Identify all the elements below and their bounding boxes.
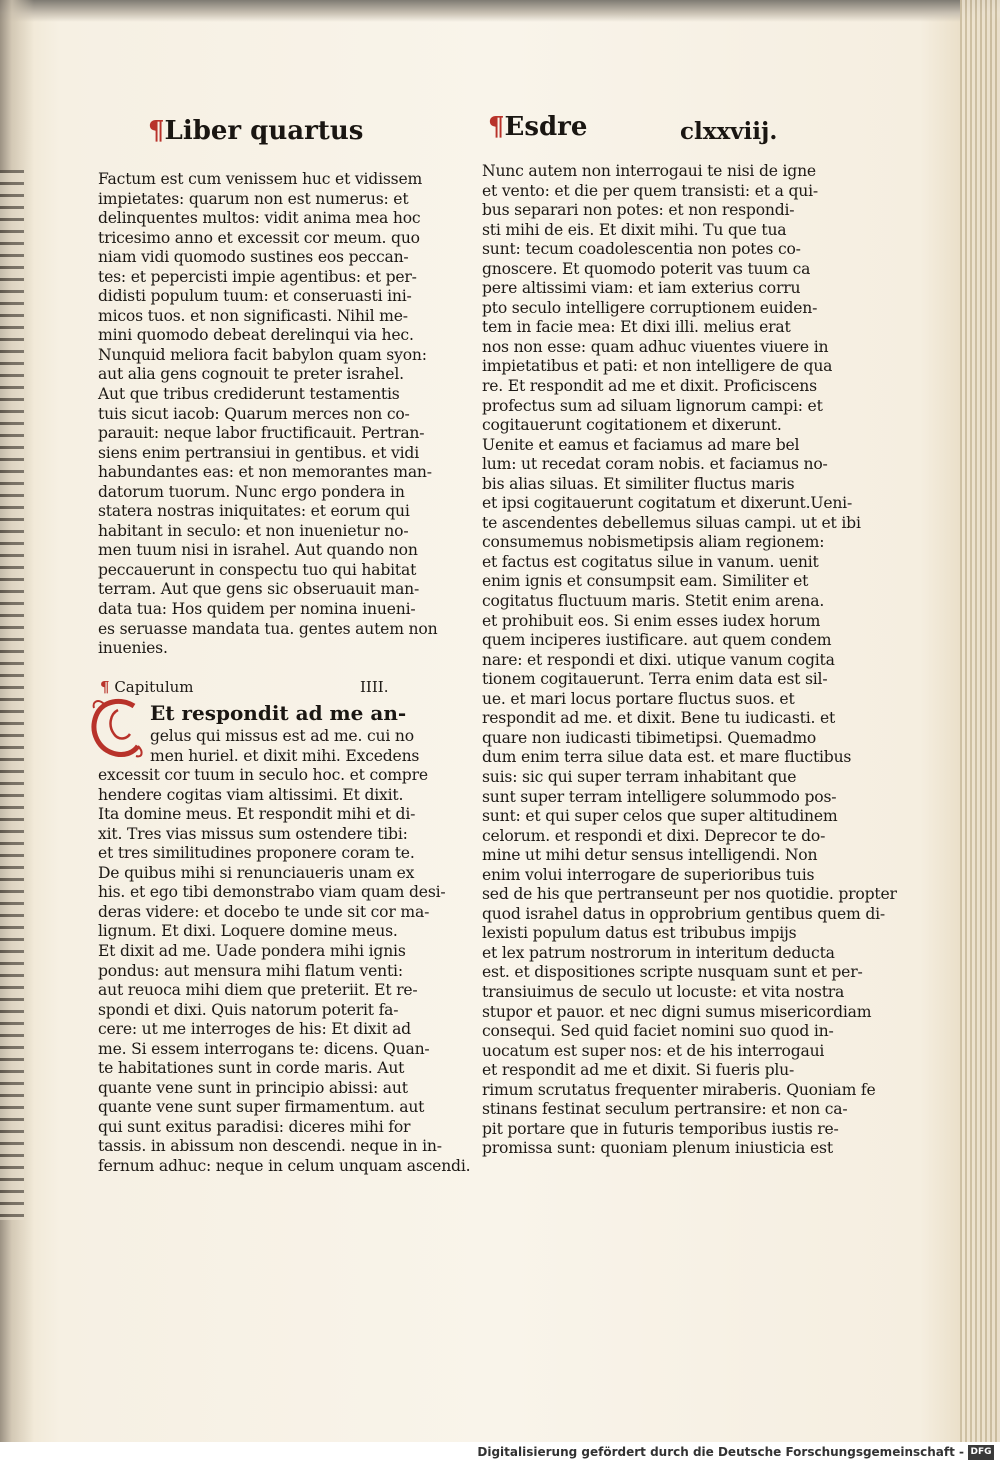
book-top-edge <box>0 0 1000 22</box>
running-head-center-text: Esdre <box>504 112 588 142</box>
facing-page-sliver <box>0 170 24 1220</box>
text-line: et ipsi cogitauerunt cogitatum et dixerunt.Ueni- <box>482 494 853 513</box>
text-line: et factus est cogitatus silue in vanum. uenit <box>482 552 819 571</box>
text-line: parauit: neque labor fructificauit. Pertran- <box>98 424 425 443</box>
page-fore-edge <box>960 0 1000 1442</box>
text-line: Nunquid meliora facit babylon quam syon: <box>98 345 427 364</box>
text-line: tassis. in abissum non descendi. neque in in- <box>98 1137 442 1156</box>
text-line: te ascendentes debellemus siluas campi. ut et ibi <box>482 513 861 532</box>
text-line: promissa sunt: quoniam plenum iniusticia est <box>482 1139 833 1158</box>
text-line: datorum tuorum. Nunc ergo pondera in <box>98 482 405 501</box>
text-line: men tuum nisi in israhel. Aut quando non <box>98 541 418 560</box>
text-line: nare: et respondi et dixi. utique vanum cogita <box>482 650 835 669</box>
text-line: enim ignis et consumpsit eam. Similiter et <box>482 572 809 591</box>
folio-number-text: clxxviij. <box>680 118 778 145</box>
text-line: transiuimus de seculo ut locuste: et vita nostra <box>482 982 845 1001</box>
text-line: nos non esse: quam adhuc viuentes viuere in <box>482 337 829 356</box>
text-line: profectus sum ad siluam lignorum campi: et <box>482 396 823 415</box>
text-line: quem inciperes iustificare. aut quem condem <box>482 631 832 650</box>
text-line: lum: ut recedat coram nobis. et faciamus no- <box>482 455 828 474</box>
text-line: Factum est cum venissem huc et vidissem <box>98 170 423 188</box>
running-head-left <box>148 116 363 146</box>
text-line: spondi et dixi. Quis natorum poterit fa- <box>98 1000 399 1019</box>
text-line: sunt: tecum coadolescentia non potes co- <box>482 240 801 259</box>
text-line: aut reuoca mihi diem que preteriit. Et re- <box>98 981 418 1000</box>
text-line: quare non iudicasti tibimetipsi. Quemadmo <box>482 728 817 747</box>
text-line: hendere cogitas viam altissimi. Et dixit. <box>98 785 404 804</box>
text-line: suis: sic qui super terram inhabitant que <box>482 767 797 786</box>
text-line: mini quomodo debeat derelinqui via hec. <box>98 326 414 345</box>
text-line: es seruasse mandata tua. gentes autem non <box>98 619 438 638</box>
text-line: et tres similitudines proponere coram te. <box>98 844 415 863</box>
text-line: pondus: aut mensura mihi flatum venti: <box>98 961 403 980</box>
text-line: cogitatus fluctuum maris. Stetit enim arena. <box>482 592 825 611</box>
text-line: excessit cor tuum in seculo hoc. et compre <box>98 766 428 785</box>
text-line: sed de his que pertranseunt per nos quotidie. propter <box>482 885 897 904</box>
running-head-left-text: Liber quartus <box>164 116 364 146</box>
text-line: tes: et pepercisti impie agentibus: et per- <box>98 267 417 286</box>
text-line: rimum scrutatus frequenter miraberis. Quoniam fe <box>482 1080 876 1099</box>
text-line: te habitationes sunt in corde maris. Aut <box>98 1059 405 1078</box>
text-line: stinans festinat seculum pertransire: et non ca- <box>482 1100 848 1119</box>
text-line: Et dixit ad me. Uade pondera mihi ignis <box>98 942 406 961</box>
text-line: pere altissimi viam: et iam exterius corru <box>482 279 801 298</box>
text-line: cogitauerunt cogitationem et dixerunt. <box>482 416 782 435</box>
text-line: his. et ego tibi demonstrabo viam quam desi- <box>98 883 446 902</box>
dfg-logo: DFG <box>968 1445 994 1460</box>
text-line: habundantes eas: et non memorantes man- <box>98 463 432 482</box>
text-line: et lex patrum nostrorum in interitum deducta <box>482 943 835 962</box>
text-line: Uenite et eamus et faciamus ad mare bel <box>482 435 800 454</box>
text-line: consumemus nobismetipsis aliam regionem: <box>482 533 825 552</box>
text-line: et prohibuit eos. Si enim esses iudex horum <box>482 611 821 630</box>
text-line: aut alia gens cognouit te preter israhel. <box>98 365 404 384</box>
text-line: quod israhel datus in opprobrium gentibus quem di- <box>482 904 885 923</box>
text-line: peccauerunt in conspectu tuo qui habitat <box>98 560 417 579</box>
text-line: lexisti populum datus est tribubus impijs <box>482 924 797 943</box>
text-line: cere: ut me interroges de his: Et dixit ad <box>98 1020 411 1039</box>
paragraph-mark-icon: ¶ <box>100 678 110 696</box>
text-line: Ita domine meus. Et respondit mihi et di- <box>98 805 416 824</box>
text-line: bus separari non potes: et non respondi- <box>482 201 795 220</box>
text-line: sunt: et qui super celos que super altitudinem <box>482 807 838 826</box>
text-line: qui sunt exitus paradisi: diceres mihi for <box>98 1117 411 1136</box>
text-line: dum enim terra silue data est. et mare fluctibus <box>482 748 852 767</box>
chapter-number <box>360 678 388 696</box>
text-line: quante vene sunt in principio abissi: aut <box>98 1078 408 1097</box>
text-line: De quibus mihi si renunciaueris unam ex <box>98 863 415 882</box>
paragraph-mark-icon: ¶ <box>488 112 505 142</box>
paragraph-mark-icon: ¶ <box>148 116 165 146</box>
text-line: micos tuos. et non significasti. Nihil me- <box>98 306 408 325</box>
chapter-number-text: IIII. <box>360 678 389 696</box>
text-line: et vento: et die per quem transisti: et a qui- <box>482 181 818 200</box>
text-line: fernum adhuc: neque in celum unquam ascendi. <box>98 1157 471 1176</box>
text-line: gelus qui missus est ad me. cui no <box>150 727 414 745</box>
text-line: tionem cogitauerunt. Terra enim data est sil- <box>482 670 828 689</box>
text-line: statera nostras iniquitates: et eorum qui <box>98 502 410 521</box>
digitization-credit: Digitalisierung gefördert durch die Deutsche Forschungsgemeinschaft - <box>477 1445 964 1459</box>
folio-number <box>680 118 777 145</box>
text-line: celorum. et respondi et dixi. Deprecor te do- <box>482 826 826 845</box>
text-line: men huriel. et dixit mihi. Excedens <box>150 746 420 765</box>
text-line: terram. Aut que gens sic obseruauit man- <box>98 580 420 599</box>
chapter-heading <box>100 678 194 696</box>
text-line: deras videre: et docebo te unde sit cor ma- <box>98 902 430 921</box>
text-line: tuis sicut iacob: Quarum merces non co- <box>98 404 410 423</box>
text-line: enim volui interrogare de superioribus tuis <box>482 865 815 884</box>
text-line: impietatibus et pati: et non intelligere de qua <box>482 357 833 376</box>
text-line: stupor et pauor. et nec digni sumus misericordiam <box>482 1002 872 1021</box>
text-line: lignum. Et dixi. Loquere domine meus. <box>98 922 398 941</box>
left-column-top <box>98 170 438 659</box>
text-line: mine ut mihi detur sensus intelligendi. Non <box>482 846 818 865</box>
text-line: didisti populum tuum: et conseruasti ini- <box>98 287 412 306</box>
decorated-initial-icon <box>88 696 146 758</box>
text-line: re. Et respondit ad me et dixit. Proficiscens <box>482 377 817 396</box>
text-line: Nunc autem non interrogaui te nisi de igne <box>482 162 816 180</box>
chapter-first-line: Et respondit ad me an- <box>150 701 407 725</box>
text-line: respondit ad me. et dixit. Bene tu iudicasti. et <box>482 709 836 728</box>
text-line: gnoscere. Et quomodo poterit vas tuum ca <box>482 259 811 278</box>
text-line: siens enim pertransiui in gentibus. et vidi <box>98 443 419 462</box>
left-column-bottom <box>98 727 471 1177</box>
text-line: tem in facie mea: Et dixi illi. melius erat <box>482 318 791 337</box>
running-head-center <box>488 112 587 142</box>
text-line: ue. et mari locus portare fluctus suos. et <box>482 689 795 708</box>
text-line: pit portare que in futuris temporibus iustis re- <box>482 1119 839 1138</box>
text-line: quante vene sunt super firmamentum. aut <box>98 1098 425 1117</box>
text-line: me. Si essem interrogans te: dicens. Quan- <box>98 1039 430 1058</box>
text-line: uocatum est super nos: et de his interrogaui <box>482 1041 825 1060</box>
text-line: impietates: quarum non est numerus: et <box>98 189 409 208</box>
text-line: delinquentes multos: vidit anima mea hoc <box>98 209 421 228</box>
text-line: xit. Tres vias missus sum ostendere tibi: <box>98 824 408 843</box>
chapter-label: Capitulum <box>114 678 194 696</box>
text-line: et respondit ad me et dixit. Si fueris plu- <box>482 1061 795 1080</box>
text-line: sti mihi de eis. Et dixit mihi. Tu que tua <box>482 220 787 239</box>
text-line: sunt super terram intelligere solummodo pos- <box>482 787 837 806</box>
footer-bar <box>0 1442 1000 1465</box>
text-line: inuenies. <box>98 639 168 658</box>
text-line: tricesimo anno et excessit cor meum. quo <box>98 228 420 247</box>
text-line: consequi. Sed quid faciet nomini suo quod in- <box>482 1022 834 1041</box>
text-line: bis alias siluas. Et similiter fluctus maris <box>482 474 795 493</box>
text-line: habitant in seculo: et non inuenietur no- <box>98 521 409 540</box>
text-line: data tua: Hos quidem per nomina inueni- <box>98 600 416 619</box>
text-line: pto seculo intelligere corruptionem euiden- <box>482 298 818 317</box>
right-column <box>482 162 897 1159</box>
text-line: Aut que tribus crediderunt testamentis <box>98 385 400 404</box>
text-line: niam vidi quomodo sustines eos peccan- <box>98 248 409 267</box>
text-line: est. et dispositiones scripte nusquam sunt et per- <box>482 963 863 982</box>
